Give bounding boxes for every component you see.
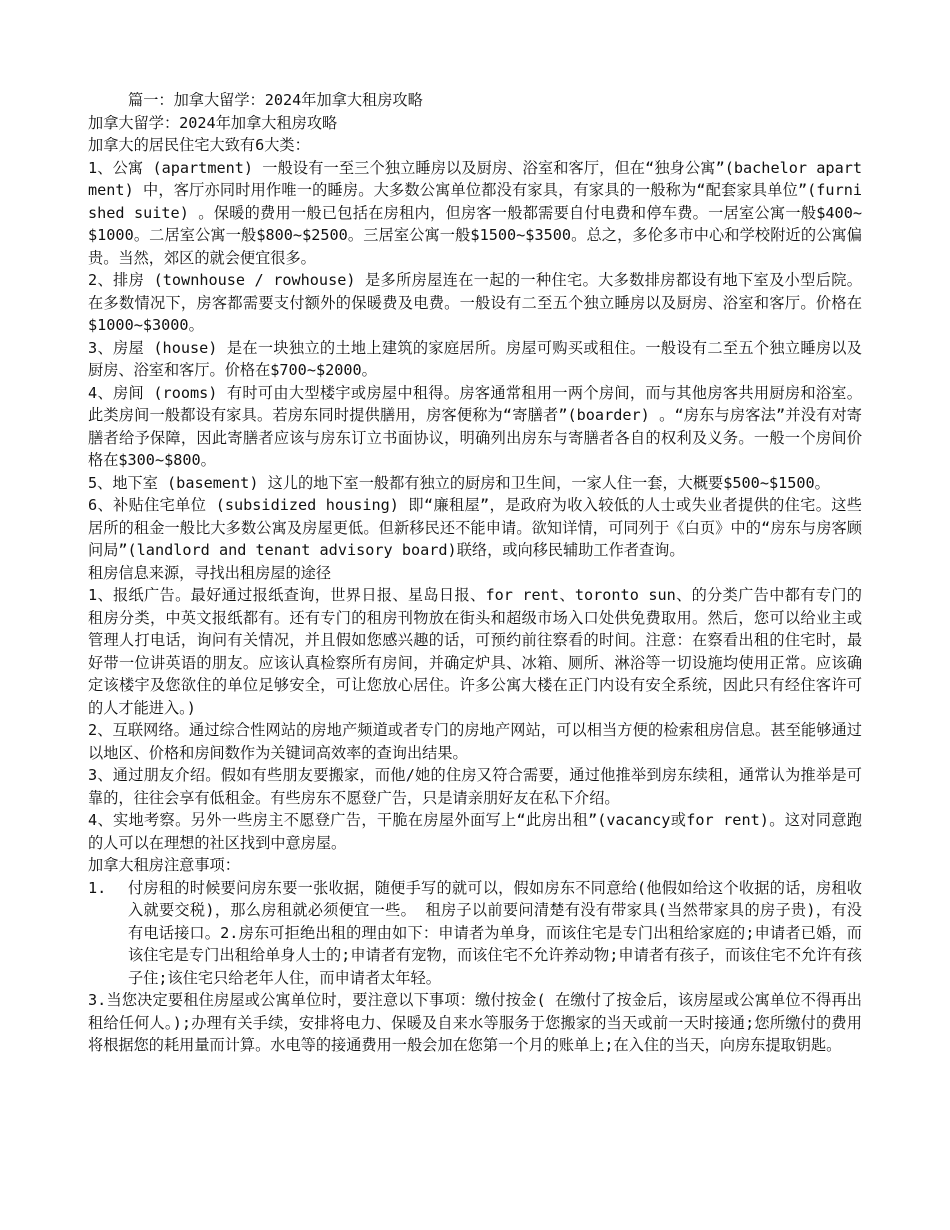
housing-type-apartment: 1、公寓 (apartment) 一般设有一至三个独立睡房以及厨房、浴室和客厅，但在“独身公寓”(bachelor apartment) 中，客厅亦同时用作唯一的睡房。大多数公寓单位都没有家具，有家具的一般称为“配套家具单位”(furnished suite) 。保暖的费用一般已包括在房租内，但房客一般都需要自付电费和停车费。一居室公寓一般$400~$1000。二居室公寓一般$800~$2500。三居室公寓一般$1500~$3500。总之，多伦多市中心和学校附近的公寓偏贵。当然，郊区的就会便宜很多。: [88, 158, 862, 267]
document-title: 篇一：加拿大留学：2024年加拿大租房攻略: [128, 91, 423, 109]
list-item-number: 1.: [88, 878, 107, 897]
source-internet: 2、互联网络。通过综合性网站的房地产频道或者专门的房地产网站，可以相当方便的检索租房信息。甚至能够通过以地区、价格和房间数作为关键词高效率的查询出结果。: [88, 721, 862, 762]
notes-heading: 加拿大租房注意事项：: [88, 856, 240, 874]
housing-type-townhouse: 2、排房 (townhouse / rowhouse) 是多所房屋连在一起的一种住宅。大多数排房都设有地下室及小型后院。在多数情况下，房客都需要支付额外的保暖费及电费。一般设有二至五个独立睡房以及厨房、浴室和客厅。价格在$1000~$3000。: [88, 271, 862, 334]
intro-paragraph: 加拿大的居民住宅大致有6大类：: [88, 136, 310, 154]
notes-paragraph-3: 3.当您决定要租住房屋或公寓单位时，要注意以下事项：缴付按金( 在缴付了按金后，该房屋或公寓单位不得再出租给任何人。);办理有关手续，安排将电力、保暖及自来水等服务于您搬家的当天或前一天时接通;您所缴付的费用将根据您的耗用量而计算。水电等的接通费用一般会加在您第一个月的账单上;在入住的当天，向房东提取钥匙。: [88, 991, 862, 1054]
housing-type-rooms: 4、房间 (rooms) 有时可由大型楼宇或房屋中租得。房客通常租用一两个房间，而与其他房客共用厨房和浴室。此类房间一般都设有家具。若房东同时提供膳用，房客便称为“寄膳者”(boarder) 。“房东与房客法”并没有对寄膳者给予保障，因此寄膳者应该与房东订立书面协议，明确列出房东与寄膳者各自的权利及义务。一般一个房间价格在$300~$800。: [88, 383, 862, 469]
source-field-visit: 4、实地考察。另外一些房主不愿登广告，干脆在房屋外面写上“此房出租”(vacancy或for rent)。这对同意跑的人可以在理想的社区找到中意房屋。: [88, 811, 862, 852]
housing-type-subsidized: 6、补贴住宅单位 (subsidized housing) 即“廉租屋”，是政府为收入较低的人士或失业者提供的住宅。这些居所的租金一般比大多数公寓及房屋更低。但新移民还不能申请。欲知详情，可同列于《白页》中的“房东与房客顾问局”(landlord and tenant advisory board)联络，或向移民辅助工作者查询。: [88, 496, 862, 559]
housing-type-house: 3、房屋 (house) 是在一块独立的土地上建筑的家庭居所。房屋可购买或租住。一般设有二至五个独立睡房以及厨房、浴室和客厅。价格在$700~$2000。: [88, 338, 862, 379]
housing-type-basement: 5、地下室 (basement) 这儿的地下室一般都有独立的厨房和卫生间，一家人住一套，大概要$500~$1500。: [88, 473, 830, 492]
source-newspaper: 1、报纸广告。最好通过报纸查询，世界日报、星岛日报、for rent、toronto sun、的分类广告中都有专门的租房分类，中英文报纸都有。还有专门的租房刊物放在街头和超级市场入口处供免费取用。然后，您可以给业主或管理人打电话，询问有关情况，并且假如您感兴趣的话，可预约前往察看的时间。注意：在察看出租的住宅时，最好带一位讲英语的朋友。应该认真检察所有房间，并确定炉具、冰箱、厕所、淋浴等一切设施均使用正常。应该确定该楼宇及您欲住的单位足够安全，可让您放心居住。许多公寓大楼在正门内设有安全系统，因此只有经住客许可的人才能进入。): [88, 586, 862, 717]
notes-list-item: [88, 877, 862, 990]
document-subtitle: 加拿大留学：2024年加拿大租房攻略: [88, 113, 338, 132]
source-friends: 3、通过朋友介绍。假如有些朋友要搬家，而他/她的住房又符合需要，通过他推举到房东续租，通常认为推举是可靠的，往往会享有低租金。有些房东不愿登广告，只是请亲朋好友在私下介绍。: [88, 766, 862, 807]
sources-heading: 租房信息来源，寻找出租房屋的途径: [88, 563, 331, 582]
list-item-text: 付房租的时候要问房东要一张收据，随便手写的就可以，假如房东不同意给(他假如给这个收据的话，房租收入就要交税)，那么房租就必须便宜一些。 租房子以前要问清楚有没有带家具(当然带家具的房子贵)，有没有电话接口。2.房东可拒绝出租的理由如下：申请者为单身，而该住宅是专门出租给家庭的;申请者已婚，而该住宅是专门出租给单身人士的;申请者有宠物，而该住宅不允许养动物;申请者有孩子，而该住宅不允许有孩子住;该住宅只给老年人住，而申请者太年轻。: [128, 878, 862, 987]
